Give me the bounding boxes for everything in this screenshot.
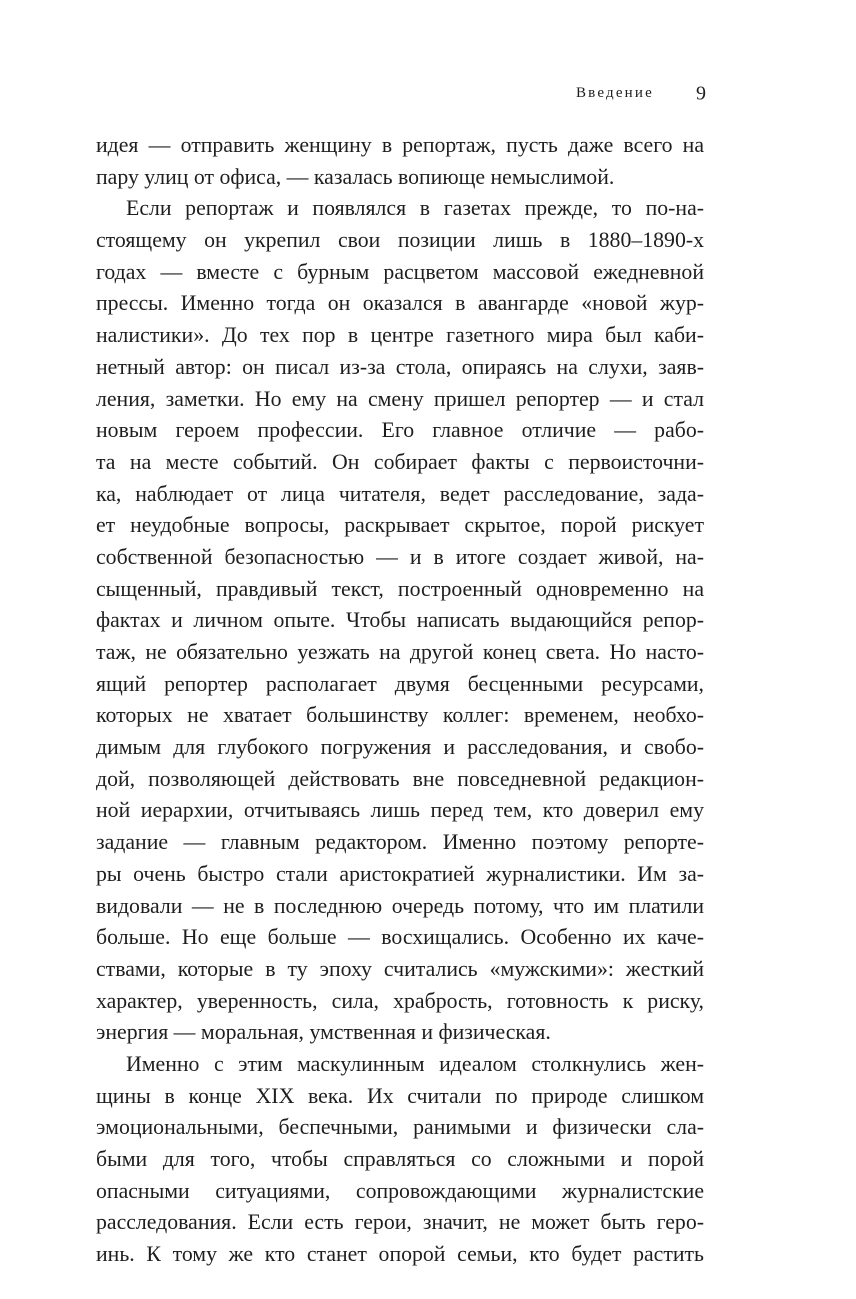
text-line: ры очень быстро стали аристократией журналистики. Им за- [96, 861, 704, 886]
text-line: больше. Но еще больше — восхищались. Особенно их каче- [96, 925, 704, 950]
text-line: эмоциональными, беспечными, ранимыми и физически сла- [96, 1115, 704, 1140]
section-title: Введение [575, 85, 654, 102]
text-line: энергия — моральная, умственная и физическая. [96, 1020, 551, 1045]
text-line: та на месте событий. Он собирает факты с первоисточни- [96, 449, 704, 474]
text-line: налистики». До тех пор в центре газетного мира был каби- [96, 323, 704, 348]
text-line: характер, уверенность, сила, храбрость, готовность к риску, [96, 988, 704, 1013]
text-line: щины в конце XIX века. Их считали по природе слишком [96, 1083, 704, 1108]
running-head [0, 78, 706, 108]
text-line: нетный автор: он писал из-за стола, опираясь на слухи, заяв- [96, 354, 704, 379]
text-line: таж, не обязательно уезжать на другой конец света. Но насто- [96, 640, 704, 664]
text-line: задание — главным редактором. Именно поэтому репортe- [96, 830, 704, 855]
text-line: ка, наблюдает от лица читателя, ведет расследование, зада- [96, 481, 704, 506]
text-line: собственной безопасностью — и в итоге создает живой, на- [96, 544, 704, 569]
text-line: дой, позволяющей действовать вне повседневной редакцион- [96, 766, 704, 791]
text-line: Если репортаж и появлялся в газетах прежде, то по-на- [126, 196, 704, 221]
text-line: видовали — не в последнюю очередь потому, что им платили [96, 893, 704, 918]
page-number: 9 [696, 82, 706, 105]
text-line: ления, заметки. Но ему на смену пришел репортер — и стал [96, 386, 704, 411]
text-line: ствами, которые в ту эпоху считались «мужскими»: жесткий [96, 956, 704, 981]
text-line: быми для того, чтобы справляться со сложными и порой [96, 1147, 704, 1171]
text-line: Именно с этим маскулинным идеалом столкнулись жен- [126, 1051, 704, 1076]
text-line: димым для глубокого погружения и расследования, и свобо- [96, 735, 704, 760]
text-line: ной иерархии, отчитываясь лишь перед тем, кто доверил ему [96, 798, 704, 823]
body-text [96, 130, 704, 1271]
text-line: инь. К тому же кто станет опорой семьи, кто будет растить [96, 1242, 704, 1267]
text-line: фактах и личном опыте. Чтобы написать выдающийся репор- [96, 608, 704, 633]
text-line: пару улиц от офиса, — казалась вопиюще немыслимой. [96, 164, 615, 189]
text-line: которых не хватает большинству коллег: временем, необхо- [96, 703, 704, 728]
text-line: прессы. Именно тогда он оказался в авангарде «новой жур- [96, 291, 704, 316]
text-line: годах — вместе с бурным расцветом массовой ежедневной [96, 259, 704, 284]
text-line: сыщенный, правдивый текст, построенный одновременно на [96, 576, 704, 601]
text-line: новым героем профессии. Его главное отличие — рабо- [96, 418, 704, 443]
text-line: стоящему он укрепил свои позиции лишь в 1880–1890-х [96, 228, 704, 253]
text-line: ет неудобные вопросы, раскрывает скрытое, порой рискует [96, 513, 704, 538]
text-line: ящий репортер располагает двумя бесценными ресурсами, [96, 671, 704, 696]
text-line: расследования. Если есть герои, значит, не может быть геро- [96, 1210, 704, 1235]
text-line: опасными ситуациями, сопровождающими журналистские [96, 1178, 704, 1203]
text-line: идея — отправить женщину в репортаж, пусть даже всего на [96, 133, 704, 157]
